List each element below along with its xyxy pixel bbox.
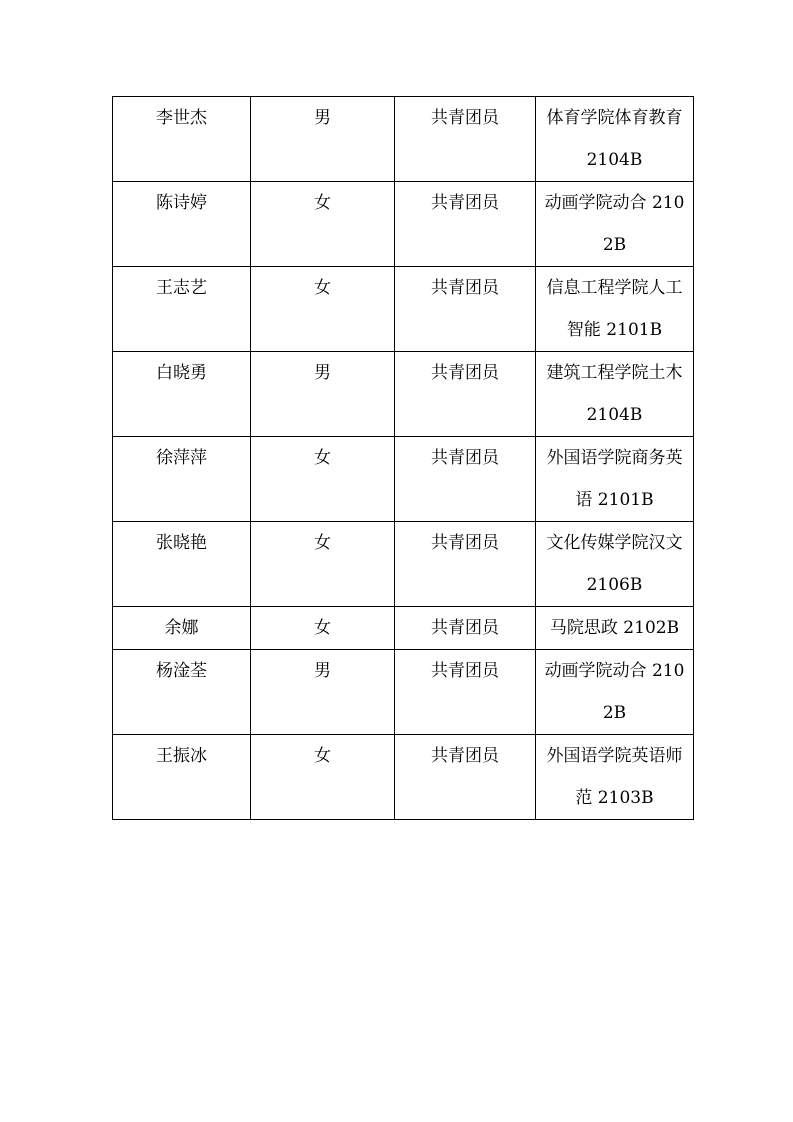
class-cell: 外国语学院商务英语 2101B xyxy=(536,437,694,522)
class-cell: 建筑工程学院土木 2104B xyxy=(536,352,694,437)
class-cell: 动画学院动合 2102B xyxy=(536,650,694,735)
class-cell: 体育学院体育教育 2104B xyxy=(536,97,694,182)
table-row xyxy=(113,735,694,820)
class-cell: 外国语学院英语师范 2103B xyxy=(536,735,694,820)
gender-cell: 女 xyxy=(251,607,395,650)
table-row xyxy=(113,267,694,352)
class-cell: 信息工程学院人工智能 2101B xyxy=(536,267,694,352)
name-cell: 余娜 xyxy=(113,607,251,650)
political-status-cell: 共青团员 xyxy=(395,735,536,820)
name-cell: 李世杰 xyxy=(113,97,251,182)
name-cell: 陈诗婷 xyxy=(113,182,251,267)
name-cell: 白晓勇 xyxy=(113,352,251,437)
gender-cell: 男 xyxy=(251,352,395,437)
political-status-cell: 共青团员 xyxy=(395,267,536,352)
table-row xyxy=(113,522,694,607)
political-status-cell: 共青团员 xyxy=(395,522,536,607)
table-row xyxy=(113,437,694,522)
table-row xyxy=(113,352,694,437)
name-cell: 杨淦荃 xyxy=(113,650,251,735)
gender-cell: 男 xyxy=(251,650,395,735)
class-cell: 文化传媒学院汉文 2106B xyxy=(536,522,694,607)
name-cell: 王振冰 xyxy=(113,735,251,820)
political-status-cell: 共青团员 xyxy=(395,97,536,182)
table-row xyxy=(113,97,694,182)
political-status-cell: 共青团员 xyxy=(395,650,536,735)
table-row xyxy=(113,650,694,735)
table-row xyxy=(113,607,694,650)
political-status-cell: 共青团员 xyxy=(395,352,536,437)
political-status-cell: 共青团员 xyxy=(395,607,536,650)
political-status-cell: 共青团员 xyxy=(395,182,536,267)
class-cell: 动画学院动合 2102B xyxy=(536,182,694,267)
name-cell: 王志艺 xyxy=(113,267,251,352)
gender-cell: 女 xyxy=(251,522,395,607)
table-row xyxy=(113,182,694,267)
class-cell: 马院思政 2102B xyxy=(536,607,694,650)
member-table xyxy=(112,96,694,820)
gender-cell: 女 xyxy=(251,437,395,522)
gender-cell: 男 xyxy=(251,97,395,182)
gender-cell: 女 xyxy=(251,267,395,352)
name-cell: 张晓艳 xyxy=(113,522,251,607)
political-status-cell: 共青团员 xyxy=(395,437,536,522)
gender-cell: 女 xyxy=(251,182,395,267)
name-cell: 徐萍萍 xyxy=(113,437,251,522)
gender-cell: 女 xyxy=(251,735,395,820)
